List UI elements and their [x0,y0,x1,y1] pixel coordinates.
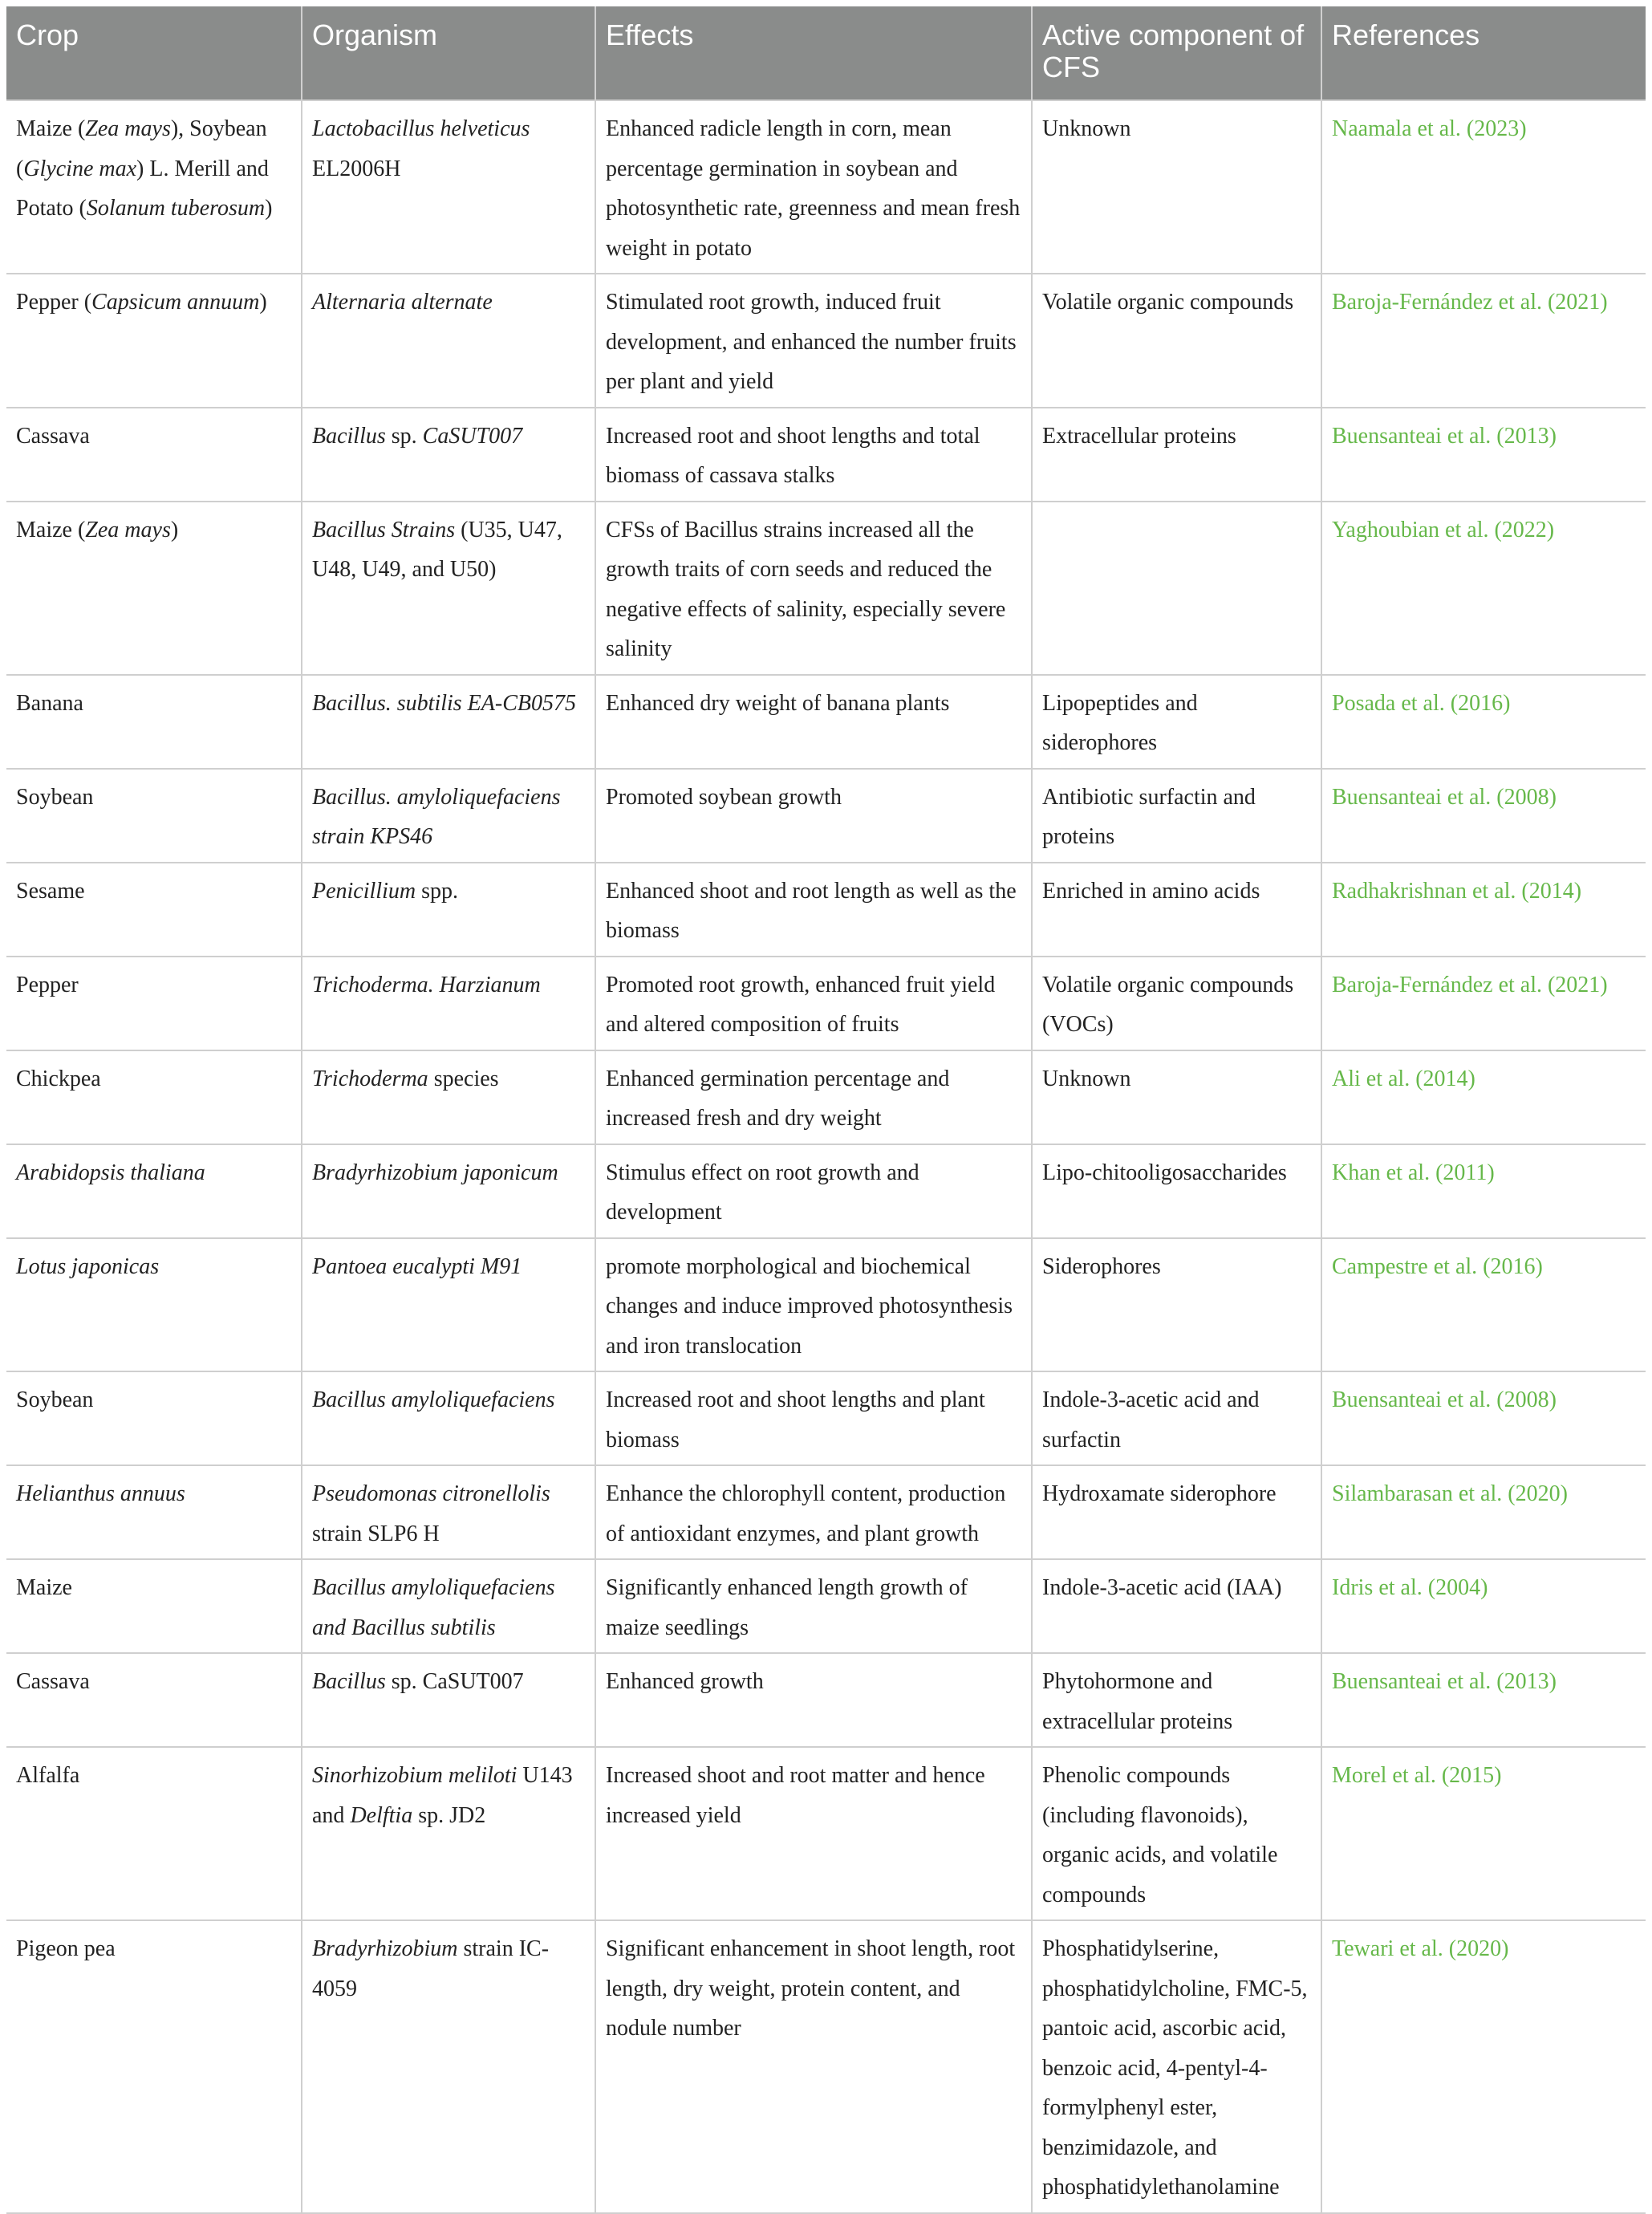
cell-effects: Promoted root growth, enhanced fruit yield and altered composition of fruits [595,957,1032,1050]
cell-effects: Increased shoot and root matter and hence increased yield [595,1747,1032,1920]
cell-active-component: Hydroxamate siderophore [1032,1465,1321,1559]
table-row [6,1371,1646,1465]
cell-crop: Pepper (Capsicum annuum) [6,274,302,408]
cell-active-component: Indole-3-acetic acid and surfactin [1032,1371,1321,1465]
cell-organism: Pantoea eucalypti M91 [302,1238,595,1372]
cell-reference-link[interactable]: Ali et al. (2014) [1321,1050,1646,1144]
table-row [6,1559,1646,1653]
cell-crop: Maize [6,1559,302,1653]
cell-reference-link[interactable]: Buensanteai et al. (2008) [1321,1371,1646,1465]
cell-active-component: Volatile organic compounds [1032,274,1321,408]
cell-effects: Enhanced dry weight of banana plants [595,675,1032,769]
table-row [6,863,1646,957]
cell-reference-link[interactable]: Baroja-Fernández et al. (2021) [1321,274,1646,408]
table-row [6,1238,1646,1372]
cell-reference-link[interactable]: Campestre et al. (2016) [1321,1238,1646,1372]
cell-reference-link[interactable]: Naamala et al. (2023) [1321,100,1646,274]
cell-active-component: Antibiotic surfactin and proteins [1032,769,1321,863]
cell-reference-link[interactable]: Radhakrishnan et al. (2014) [1321,863,1646,957]
header-crop: Crop [6,6,302,100]
cell-organism: Bacillus sp. CaSUT007 [302,1653,595,1747]
cell-reference-link[interactable]: Morel et al. (2015) [1321,1747,1646,1920]
table-row [6,675,1646,769]
cell-effects: Significant enhancement in shoot length, root length, dry weight, protein content, and nodule number [595,1920,1032,2213]
cell-active-component: Extracellular proteins [1032,408,1321,502]
table-row [6,274,1646,408]
cell-organism: Sinorhizobium meliloti U143 and Delftia sp. JD2 [302,1747,595,1920]
cell-reference-link[interactable]: Baroja-Fernández et al. (2021) [1321,957,1646,1050]
cell-crop: Soybean [6,1371,302,1465]
cell-organism: Penicillium spp. [302,863,595,957]
cfs-table [6,6,1646,2214]
cell-reference-link[interactable]: Khan et al. (2011) [1321,1144,1646,1238]
table-header [6,6,1646,100]
cell-active-component: Enriched in amino acids [1032,863,1321,957]
table-row [6,100,1646,274]
cell-active-component: Volatile organic compounds (VOCs) [1032,957,1321,1050]
header-active-component: Active component of CFS [1032,6,1321,100]
cell-effects: Stimulated root growth, induced fruit development, and enhanced the number fruits per plant and yield [595,274,1032,408]
cell-organism: Bacillus. amyloliquefaciens strain KPS46 [302,769,595,863]
cell-effects: CFSs of Bacillus strains increased all the growth traits of corn seeds and reduced the negative effects of salinity, especially severe salinity [595,502,1032,675]
cell-crop: Banana [6,675,302,769]
cell-reference-link[interactable]: Idris et al. (2004) [1321,1559,1646,1653]
cell-effects: Enhanced growth [595,1653,1032,1747]
cell-organism: Trichoderma. Harzianum [302,957,595,1050]
cell-organism: Bacillus amyloliquefaciens [302,1371,595,1465]
table-row [6,1747,1646,1920]
cell-effects: Stimulus effect on root growth and development [595,1144,1032,1238]
cell-effects: Enhanced germination percentage and increased fresh and dry weight [595,1050,1032,1144]
cell-crop: Soybean [6,769,302,863]
cell-organism: Trichoderma species [302,1050,595,1144]
cell-organism: Bacillus. subtilis EA-CB0575 [302,675,595,769]
table-row [6,502,1646,675]
cell-organism: Bradyrhizobium strain IC-4059 [302,1920,595,2213]
cell-active-component: Indole-3-acetic acid (IAA) [1032,1559,1321,1653]
cell-crop: Pepper [6,957,302,1050]
cell-crop: Cassava [6,1653,302,1747]
cell-organism: Lactobacillus helveticus EL2006H [302,100,595,274]
cell-effects: promote morphological and biochemical changes and induce improved photosynthesis and iron translocation [595,1238,1032,1372]
cell-active-component: Phenolic compounds (including flavonoids), organic acids, and volatile compounds [1032,1747,1321,1920]
cell-crop: Cassava [6,408,302,502]
cell-organism: Bacillus Strains (U35, U47, U48, U49, and U50) [302,502,595,675]
cell-active-component: Lipo-chitooligosaccharides [1032,1144,1321,1238]
table-body [6,100,1646,2213]
header-row [6,6,1646,100]
cell-organism: Bacillus amyloliquefaciens and Bacillus subtilis [302,1559,595,1653]
cell-effects: Promoted soybean growth [595,769,1032,863]
cell-effects: Enhance the chlorophyll content, production of antioxidant enzymes, and plant growth [595,1465,1032,1559]
table-row [6,769,1646,863]
cell-reference-link[interactable]: Silambarasan et al. (2020) [1321,1465,1646,1559]
cell-crop: Pigeon pea [6,1920,302,2213]
header-organism: Organism [302,6,595,100]
cell-active-component: Siderophores [1032,1238,1321,1372]
table-row [6,408,1646,502]
cell-crop: Alfalfa [6,1747,302,1920]
cell-effects: Significantly enhanced length growth of maize seedlings [595,1559,1032,1653]
cell-organism: Alternaria alternate [302,274,595,408]
cell-reference-link[interactable]: Yaghoubian et al. (2022) [1321,502,1646,675]
cell-active-component: Phytohormone and extracellular proteins [1032,1653,1321,1747]
cell-reference-link[interactable]: Posada et al. (2016) [1321,675,1646,769]
table-row [6,1920,1646,2213]
table-row [6,1653,1646,1747]
cell-active-component: Lipopeptides and siderophores [1032,675,1321,769]
cell-crop: Maize (Zea mays) [6,502,302,675]
cell-effects: Increased root and shoot lengths and total biomass of cassava stalks [595,408,1032,502]
header-effects: Effects [595,6,1032,100]
table-row [6,1465,1646,1559]
cell-crop: Sesame [6,863,302,957]
cell-crop: Helianthus annuus [6,1465,302,1559]
cell-reference-link[interactable]: Tewari et al. (2020) [1321,1920,1646,2213]
cell-reference-link[interactable]: Buensanteai et al. (2008) [1321,769,1646,863]
cell-active-component [1032,502,1321,675]
header-references: References [1321,6,1646,100]
cell-crop: Lotus japonicas [6,1238,302,1372]
table-row [6,957,1646,1050]
cell-organism: Bacillus sp. CaSUT007 [302,408,595,502]
cell-reference-link[interactable]: Buensanteai et al. (2013) [1321,408,1646,502]
cell-active-component: Unknown [1032,1050,1321,1144]
cell-effects: Enhanced radicle length in corn, mean percentage germination in soybean and photosynthetic rate, greenness and mean fresh weight in potato [595,100,1032,274]
cell-organism: Pseudomonas citronellolis strain SLP6 H [302,1465,595,1559]
table-row [6,1050,1646,1144]
cell-crop: Maize (Zea mays), Soybean (Glycine max) L. Merill and Potato (Solanum tuberosum) [6,100,302,274]
cell-active-component: Phosphatidylserine, phosphatidylcholine, FMC-5, pantoic acid, ascorbic acid, benzoic acid, 4-pentyl-4-formylphenyl ester, benzimidazole, and phosphatidylethanolamine [1032,1920,1321,2213]
table-row [6,1144,1646,1238]
cell-crop: Arabidopsis thaliana [6,1144,302,1238]
cell-effects: Enhanced shoot and root length as well as the biomass [595,863,1032,957]
cell-crop: Chickpea [6,1050,302,1144]
cell-reference-link[interactable]: Buensanteai et al. (2013) [1321,1653,1646,1747]
cell-effects: Increased root and shoot lengths and plant biomass [595,1371,1032,1465]
cell-active-component: Unknown [1032,100,1321,274]
cell-organism: Bradyrhizobium japonicum [302,1144,595,1238]
